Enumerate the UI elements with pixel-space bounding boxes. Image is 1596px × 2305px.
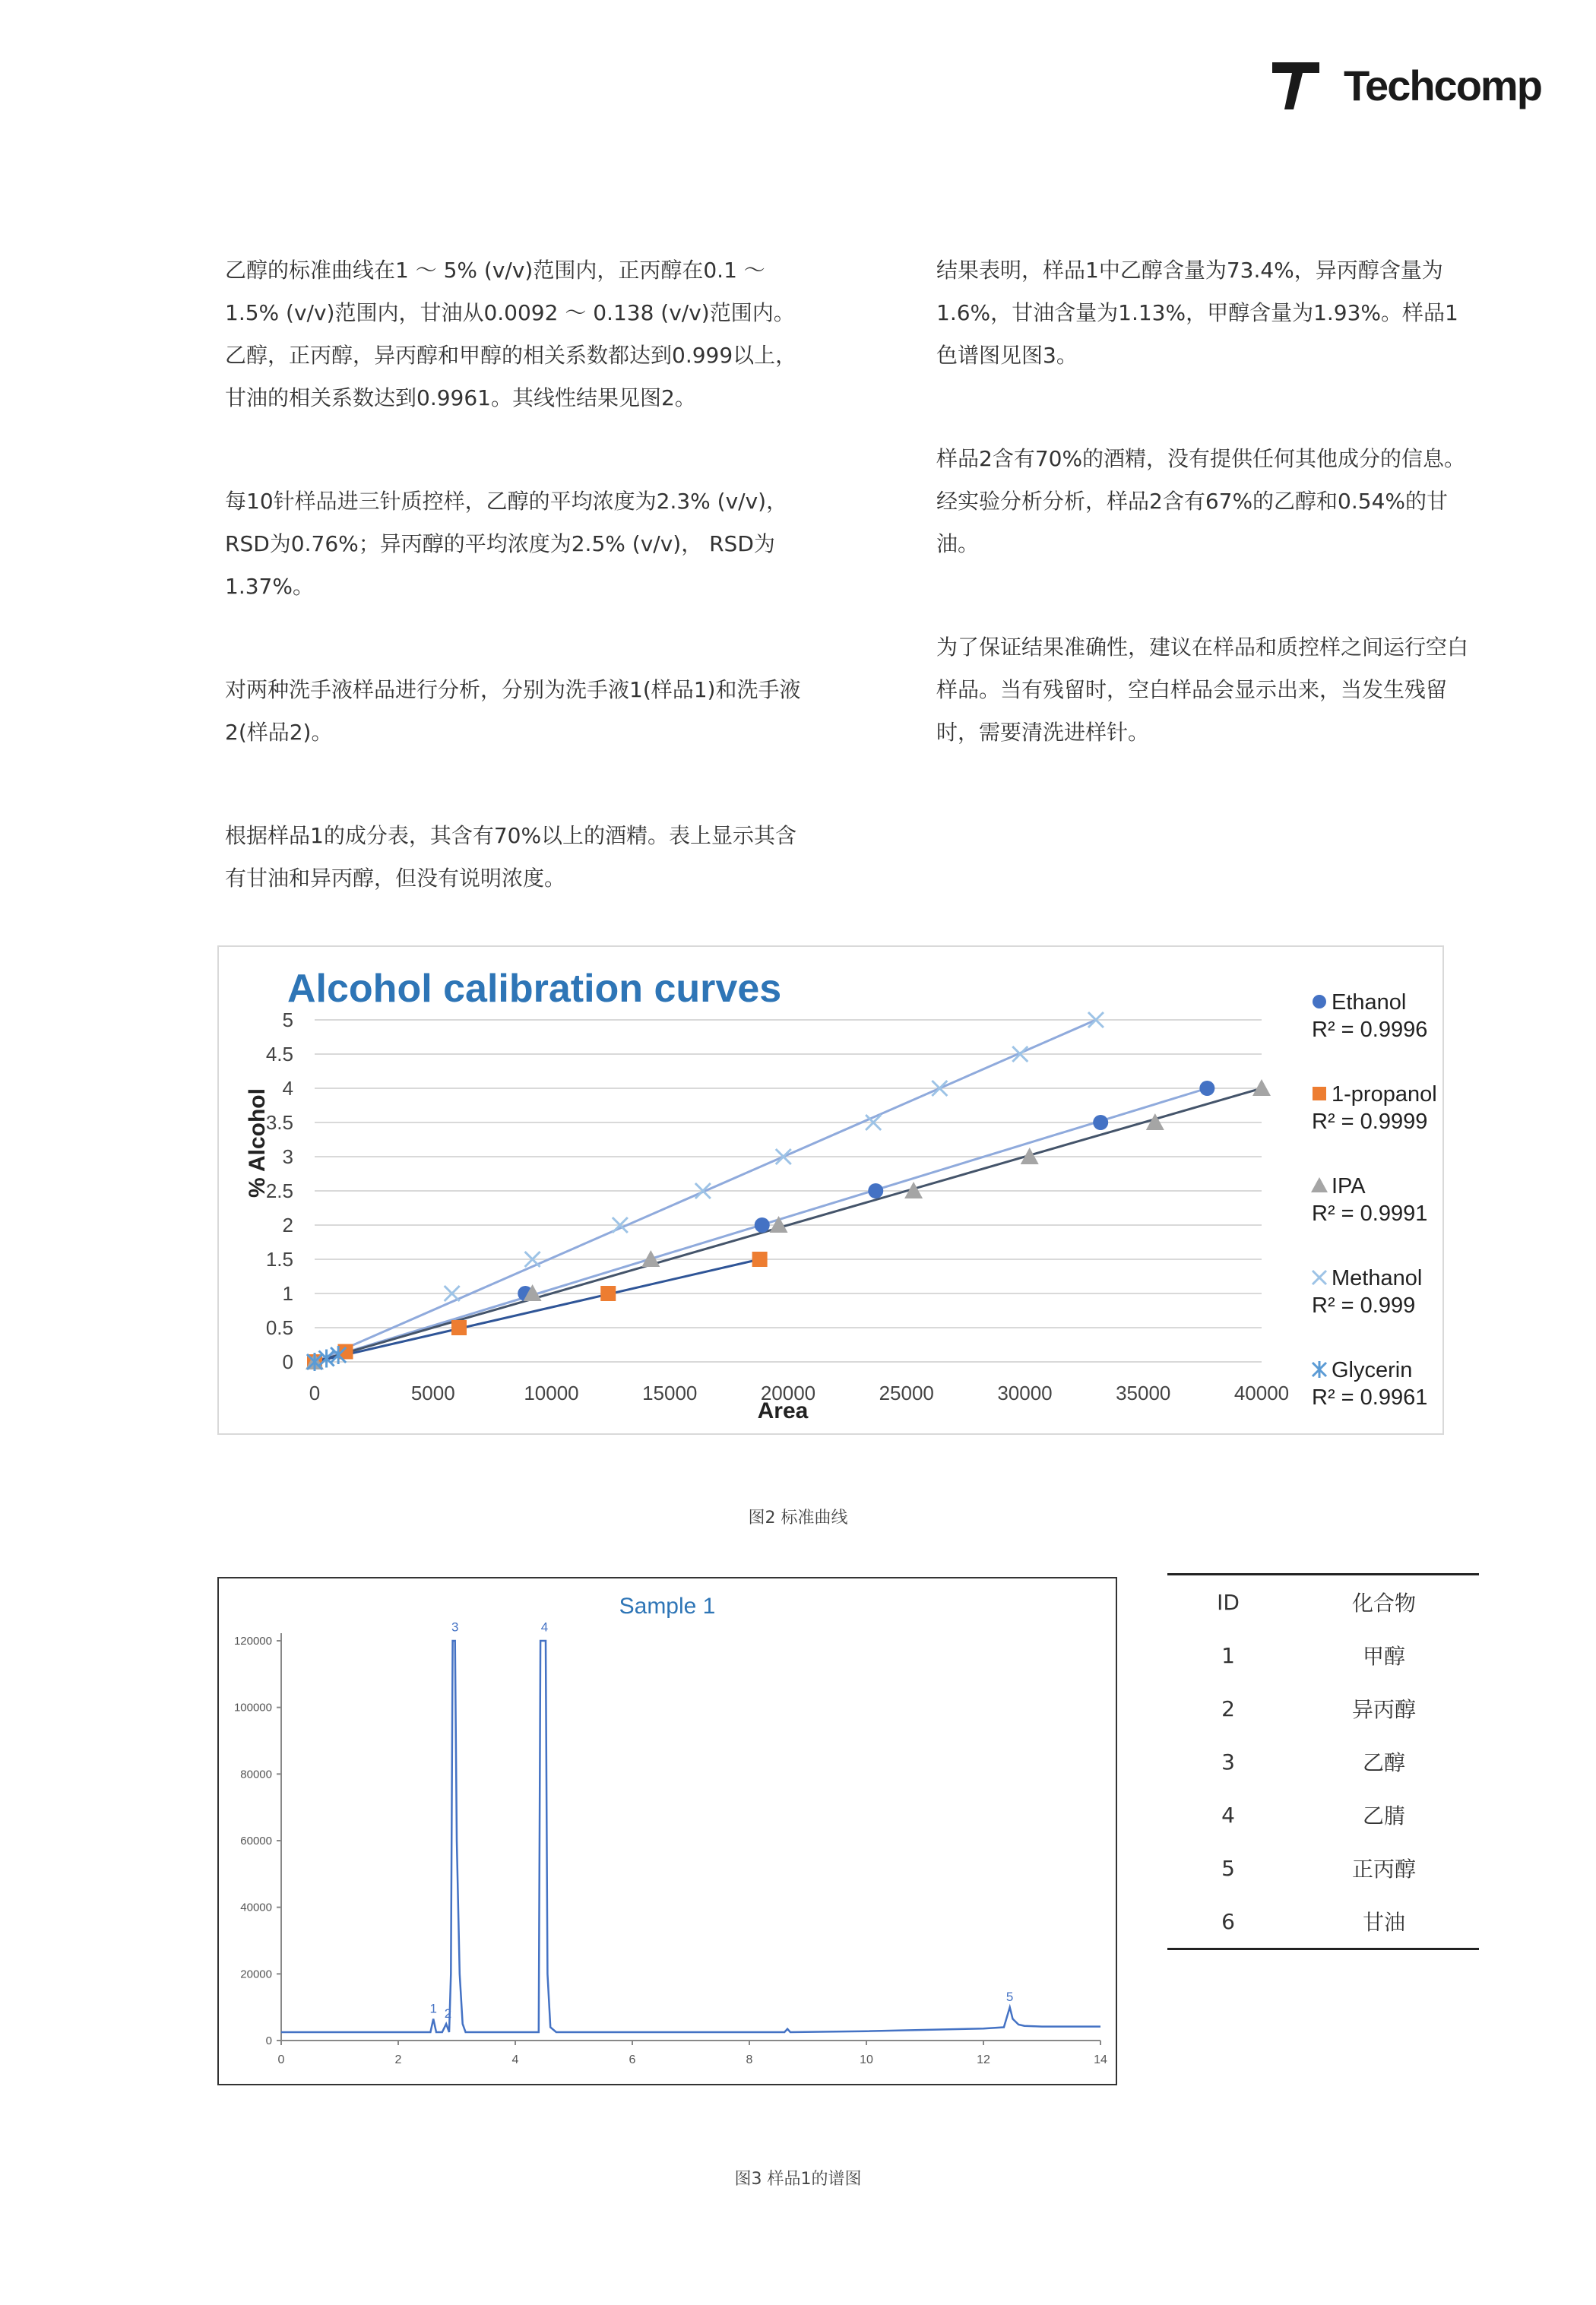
table-row xyxy=(1167,1735,1479,1788)
legend-marker-ipa xyxy=(1311,1177,1328,1192)
cell-compound: 正丙醇 xyxy=(1351,1857,1416,1882)
column-header-compound: 化合物 xyxy=(1351,1591,1416,1616)
chromatogram-title: Sample 1 xyxy=(619,1594,716,1619)
x-tick-label: 12 xyxy=(977,2053,990,2066)
data-point-1-propanol xyxy=(451,1320,467,1335)
chromatogram-chart xyxy=(219,1578,1116,2084)
y-tick-label: 120000 xyxy=(233,1635,272,1648)
chromatogram-trace xyxy=(281,1641,1100,2032)
legend-label: Glycerin xyxy=(1332,1358,1413,1382)
data-point-ethanol xyxy=(755,1217,770,1233)
x-tick-label: 30000 xyxy=(997,1382,1053,1404)
chromatogram-frame xyxy=(217,1577,1117,2085)
table-header-row xyxy=(1167,1575,1479,1629)
x-tick-label: 10000 xyxy=(524,1382,579,1404)
y-tick-label: 3.5 xyxy=(265,1111,293,1134)
y-tick-label: 100000 xyxy=(233,1701,272,1715)
y-tick-label: 4 xyxy=(282,1077,293,1100)
x-tick-label: 20000 xyxy=(760,1382,816,1404)
paragraph: 样品2含有70%的酒精，没有提供任何其他成分的信息。经实验分析分析，样品2含有67%的乙醇和0.54%的甘油。 xyxy=(936,446,1466,556)
y-tick-label: 60000 xyxy=(240,1835,272,1847)
y-tick-label: 20000 xyxy=(240,1968,272,1981)
logo-text: Techcomp xyxy=(1344,62,1541,109)
legend-r2: R² = 0.9991 xyxy=(1312,1202,1428,1226)
cell-id: 6 xyxy=(1221,1908,1235,1934)
cell-compound: 甲醇 xyxy=(1362,1644,1405,1669)
right-column xyxy=(936,249,1468,815)
peak-label: 2 xyxy=(444,2006,452,2022)
data-point-ethanol xyxy=(868,1183,883,1198)
legend-r2: R² = 0.9961 xyxy=(1312,1385,1428,1410)
x-tick-label: 10 xyxy=(860,2053,873,2066)
chart-title: Alcohol calibration curves xyxy=(287,967,782,1011)
data-point-ethanol xyxy=(1093,1115,1108,1130)
y-tick-label: 5 xyxy=(282,1008,293,1031)
legend-marker-glycerin xyxy=(1313,1361,1326,1378)
x-tick-label: 14 xyxy=(1094,2053,1107,2066)
x-tick-label: 0 xyxy=(277,2053,285,2066)
y-tick-label: 1 xyxy=(282,1282,293,1305)
cell-id: 1 xyxy=(1221,1642,1235,1668)
x-tick-label: 8 xyxy=(746,2053,753,2066)
paragraph: 乙醇的标准曲线在1 ～ 5% (v/v)范围内，正丙醇在0.1 ～ 1.5% (v/v)范围内，甘油从0.0092 ～ 0.138 (v/v)范围内。乙醇，正丙醇，异丙醇和甲醇的相关系数都达到0.999以上，甘油的相关系数达到0.9961。其线性结果见图2。 xyxy=(225,258,797,410)
x-tick-label: 0 xyxy=(309,1382,321,1404)
paragraph: 为了保证结果准确性，建议在样品和质控样之间运行空白样品。当有残留时，空白样品会显示出来，当发生残留时，需要清洗进样针。 xyxy=(936,635,1469,745)
cell-compound: 异丙醇 xyxy=(1351,1697,1416,1722)
x-tick-label: 5000 xyxy=(410,1382,455,1404)
legend-r2: R² = 0.999 xyxy=(1312,1293,1416,1318)
techcomp-logo-icon xyxy=(1271,58,1339,112)
left-column xyxy=(225,249,803,961)
legend-label: Ethanol xyxy=(1332,990,1407,1015)
y-tick-label: 0 xyxy=(282,1350,293,1373)
legend-marker-methanol xyxy=(1313,1271,1326,1284)
cell-id: 5 xyxy=(1221,1855,1235,1881)
cell-compound: 乙醇 xyxy=(1362,1750,1405,1775)
paragraph: 结果表明，样品1中乙醇含量为73.4%，异丙醇含量为1.6%，甘油含量为1.13%，甲醇含量为1.93%。样品1色谱图见图3。 xyxy=(936,258,1458,368)
cell-compound: 甘油 xyxy=(1362,1910,1405,1935)
legend-marker-ethanol xyxy=(1313,995,1326,1008)
peak-label: 4 xyxy=(540,1620,549,1635)
column-header-id: ID xyxy=(1217,1589,1240,1615)
y-tick-label: 2.5 xyxy=(265,1179,293,1202)
peak-label: 1 xyxy=(429,2001,437,2016)
peak-label: 5 xyxy=(1005,1990,1014,2005)
y-tick-label: 2 xyxy=(282,1214,293,1236)
cell-compound: 乙腈 xyxy=(1362,1803,1405,1828)
y-tick-label: 3 xyxy=(282,1145,293,1168)
paragraph: 每10针样品进三针质控样，乙醇的平均浓度为2.3% (v/v)， RSD为0.76%；异丙醇的平均浓度为2.5% (v/v)， RSD为1.37%。 xyxy=(225,489,788,599)
data-point-ethanol xyxy=(1199,1081,1214,1096)
data-point-1-propanol xyxy=(752,1252,768,1267)
legend-label: Methanol xyxy=(1332,1266,1423,1290)
y-tick-label: 40000 xyxy=(240,1901,272,1914)
table-row xyxy=(1167,1788,1479,1841)
table-row xyxy=(1167,1895,1479,1949)
paragraph: 对两种洗手液样品进行分析，分别为洗手液1(样品1)和洗手液2(样品2)。 xyxy=(225,677,801,745)
data-point-1-propanol xyxy=(600,1286,616,1301)
y-axis-label: % Alcohol xyxy=(245,1088,270,1198)
cell-id: 3 xyxy=(1221,1749,1235,1775)
x-axis-label: Area xyxy=(757,1398,809,1423)
paragraph: 根据样品1的成分表，其含有70%以上的酒精。表上显示其含有甘油和异丙醇，但没有说明浓度。 xyxy=(225,823,797,891)
calibration-chart xyxy=(219,947,1442,1433)
y-tick-label: 0 xyxy=(265,2034,272,2047)
cell-id: 4 xyxy=(1221,1802,1235,1828)
x-tick-label: 4 xyxy=(511,2053,519,2066)
legend-r2: R² = 0.9996 xyxy=(1312,1018,1428,1042)
cell-id: 2 xyxy=(1221,1696,1235,1721)
figure-3-caption: 图3 样品1的谱图 xyxy=(734,2170,862,2189)
figure-2-caption: 图2 标准曲线 xyxy=(748,1509,848,1528)
x-tick-label: 25000 xyxy=(879,1382,934,1404)
y-tick-label: 1.5 xyxy=(265,1248,293,1271)
calibration-chart-frame xyxy=(217,945,1444,1435)
compound-table xyxy=(1167,1573,1479,1950)
x-tick-label: 35000 xyxy=(1116,1382,1171,1404)
techcomp-logo xyxy=(1271,58,1541,112)
x-tick-label: 15000 xyxy=(642,1382,698,1404)
y-tick-label: 0.5 xyxy=(265,1316,293,1339)
y-tick-label: 80000 xyxy=(240,1768,272,1781)
legend-label: 1-propanol xyxy=(1332,1082,1437,1107)
legend-label: IPA xyxy=(1332,1174,1366,1198)
table-row xyxy=(1167,1682,1479,1735)
trendline-1-propanol xyxy=(315,1259,760,1362)
y-tick-label: 4.5 xyxy=(265,1043,293,1065)
table-row xyxy=(1167,1841,1479,1895)
legend-marker-1-propanol xyxy=(1313,1087,1326,1100)
x-tick-label: 40000 xyxy=(1233,1382,1290,1404)
table-row xyxy=(1167,1629,1479,1682)
x-tick-label: 6 xyxy=(629,2053,636,2066)
legend-r2: R² = 0.9999 xyxy=(1312,1110,1428,1134)
peak-label: 3 xyxy=(451,1620,459,1635)
x-tick-label: 2 xyxy=(394,2053,402,2066)
